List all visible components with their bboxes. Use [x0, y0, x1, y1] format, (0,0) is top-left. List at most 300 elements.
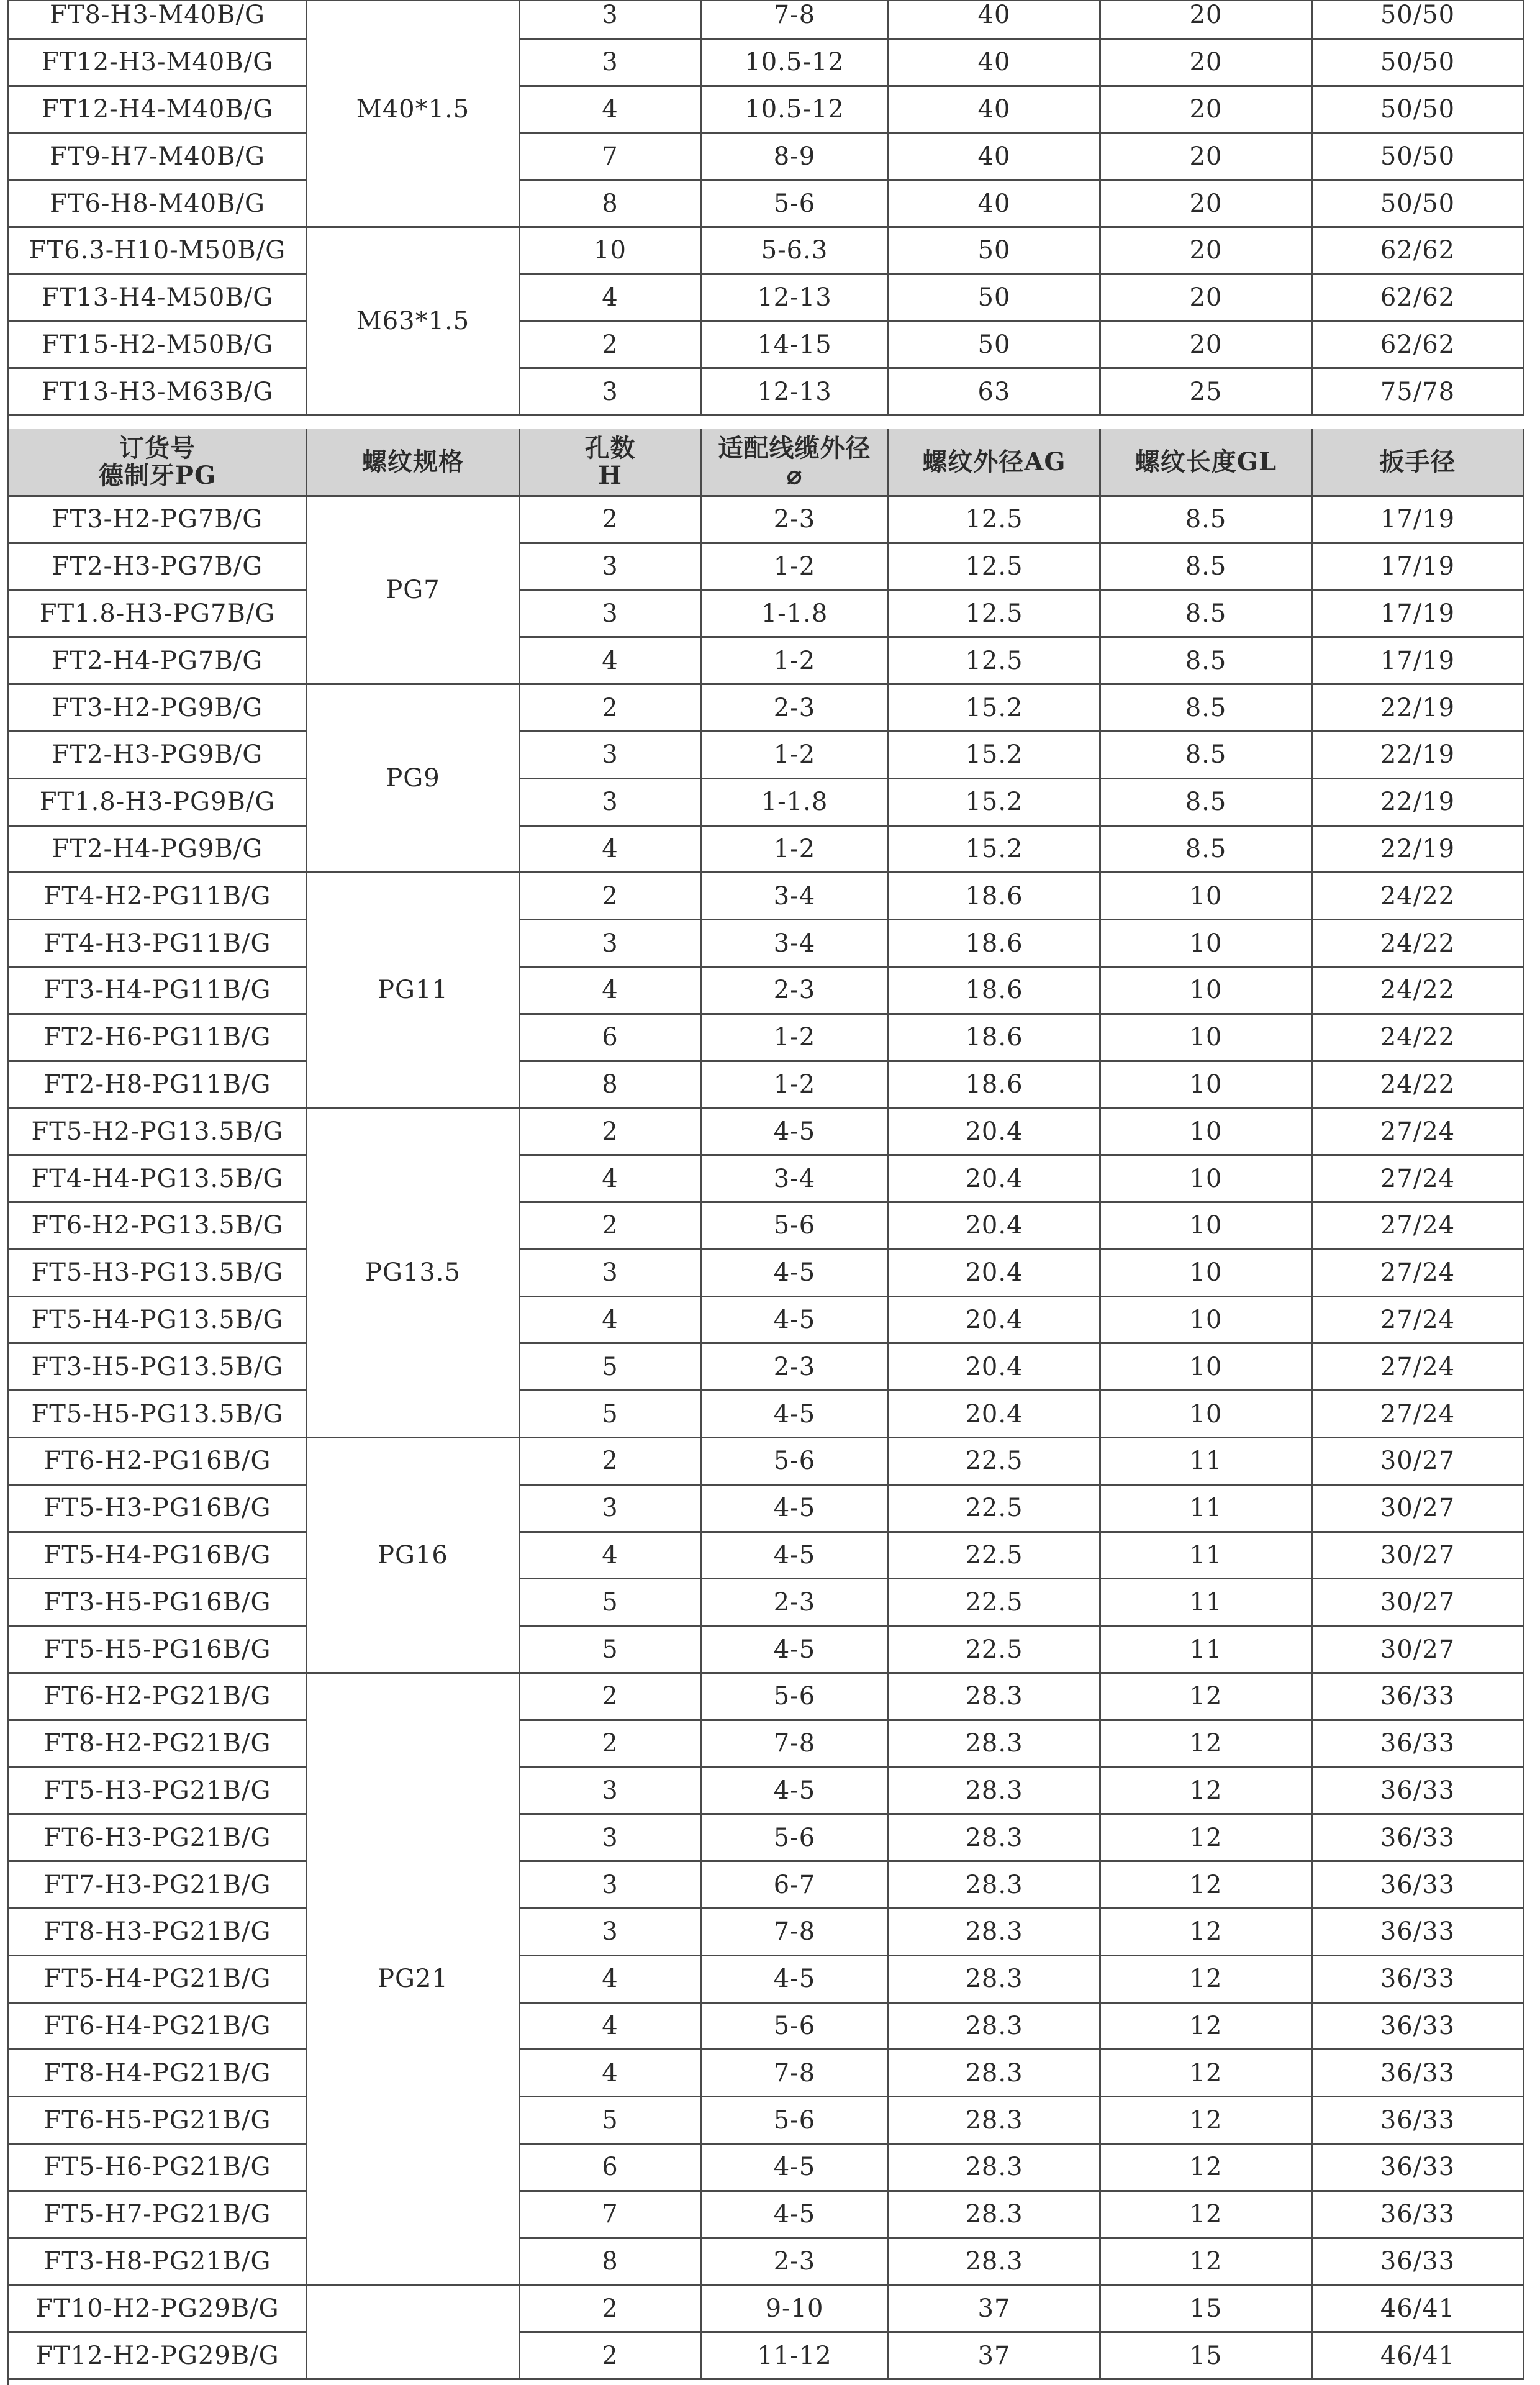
order-number-cell: FT5-H3-PG21B/G — [9, 1768, 307, 1815]
cable-diameter-cell: 7-8 — [702, 1909, 889, 1956]
cable-diameter-cell: 1-2 — [702, 1015, 889, 1062]
hole-count-cell: 5 — [520, 1391, 702, 1438]
hole-count-cell: 5 — [520, 1344, 702, 1391]
order-number-cell: FT5-H2-PG13.5B/G — [9, 1109, 307, 1156]
order-number-cell: FT8-H2-PG21B/G — [9, 1721, 307, 1768]
order-number-cell: FT3-H2-PG9B/G — [9, 685, 307, 732]
cable-diameter-cell: 4-5 — [702, 1391, 889, 1438]
order-number-cell: FT7-H3-PG21B/G — [9, 1862, 307, 1909]
hole-count-cell: 2 — [520, 873, 702, 920]
thread-outer-diameter-cell: 40 — [889, 40, 1101, 87]
hole-count-cell: 4 — [520, 1956, 702, 2004]
cable-diameter-cell: 7-8 — [702, 2050, 889, 2097]
thread-length-cell: 12 — [1101, 2004, 1313, 2051]
wrench-size-cell: 36/33 — [1313, 2192, 1524, 2239]
wrench-size-cell: 36/33 — [1313, 1862, 1524, 1909]
thread-outer-diameter-cell: 63 — [889, 369, 1101, 416]
hole-count-cell: 2 — [520, 1674, 702, 1721]
order-number-cell: FT5-H3-PG16B/G — [9, 1486, 307, 1533]
thread-outer-diameter-cell: 18.6 — [889, 968, 1101, 1015]
thread-length-cell: 10 — [1101, 1156, 1313, 1203]
wrench-size-cell: 50/50 — [1313, 0, 1524, 40]
cable-diameter-cell: 5-6 — [702, 1674, 889, 1721]
wrench-size-cell: 36/33 — [1313, 2004, 1524, 2051]
thread-outer-diameter-cell: 15.2 — [889, 685, 1101, 732]
hole-count-cell: 2 — [520, 2333, 702, 2380]
thread-outer-diameter-cell: 12.5 — [889, 497, 1101, 544]
cable-diameter-cell: 5-6 — [702, 2097, 889, 2145]
thread-length-cell: 12 — [1101, 2192, 1313, 2239]
order-number-cell: FT6-H8-M40B/G — [9, 181, 307, 228]
hole-count-cell: 4 — [520, 968, 702, 1015]
thread-length-cell: 8.5 — [1101, 827, 1313, 874]
wrench-size-cell: 36/33 — [1313, 2239, 1524, 2286]
hole-count-cell: 3 — [520, 544, 702, 591]
thread-outer-diameter-cell: 20.4 — [889, 1391, 1101, 1438]
hole-count-cell: 5 — [520, 1579, 702, 1627]
thread-outer-diameter-cell: 37 — [889, 2333, 1101, 2380]
hole-count-cell: 5 — [520, 2097, 702, 2145]
cable-diameter-cell: 4-5 — [702, 1768, 889, 1815]
cable-diameter-cell: 2-3 — [702, 1344, 889, 1391]
hole-count-cell: 3 — [520, 920, 702, 968]
thread-outer-diameter-cell: 40 — [889, 134, 1101, 181]
thread-outer-diameter-cell: 37 — [889, 2286, 1101, 2333]
wrench-size-cell: 36/33 — [1313, 1909, 1524, 1956]
order-number-cell: FT13-H3-M63B/G — [9, 369, 307, 416]
header-hole-count — [520, 429, 702, 497]
cable-diameter-cell: 4-5 — [702, 1109, 889, 1156]
hole-count-cell: 2 — [520, 2286, 702, 2333]
wrench-size-cell: 36/33 — [1313, 1815, 1524, 1862]
thread-outer-diameter-cell: 40 — [889, 181, 1101, 228]
hole-count-cell: 4 — [520, 827, 702, 874]
thread-length-cell: 20 — [1101, 275, 1313, 322]
hole-count-cell: 3 — [520, 0, 702, 40]
pg-thread-spec-cell: PG21 — [307, 1674, 520, 2286]
thread-outer-diameter-cell: 28.3 — [889, 1956, 1101, 2004]
thread-length-cell: 10 — [1101, 1015, 1313, 1062]
cable-diameter-cell: 1-1.8 — [702, 779, 889, 827]
cable-diameter-cell: 7-8 — [702, 0, 889, 40]
wrench-size-cell: 17/19 — [1313, 591, 1524, 638]
thread-outer-diameter-cell: 15.2 — [889, 732, 1101, 779]
wrench-size-cell: 27/24 — [1313, 1109, 1524, 1156]
hole-count-cell: 4 — [520, 1533, 702, 1580]
wrench-size-cell: 22/19 — [1313, 827, 1524, 874]
thread-length-cell: 10 — [1101, 920, 1313, 968]
order-number-cell: FT5-H7-PG21B/G — [9, 2192, 307, 2239]
hole-count-cell: 8 — [520, 2239, 702, 2286]
order-number-cell: FT3-H5-PG13.5B/G — [9, 1344, 307, 1391]
cable-diameter-cell: 4-5 — [702, 1297, 889, 1345]
hole-count-cell: 3 — [520, 779, 702, 827]
thread-outer-diameter-cell: 22.5 — [889, 1533, 1101, 1580]
thread-length-cell: 10 — [1101, 1062, 1313, 1109]
wrench-size-cell: 22/19 — [1313, 732, 1524, 779]
order-number-cell: FT3-H2-PG7B/G — [9, 497, 307, 544]
hole-count-cell: 2 — [520, 322, 702, 370]
wrench-size-cell: 30/27 — [1313, 1486, 1524, 1533]
wrench-size-cell: 17/19 — [1313, 544, 1524, 591]
thread-length-cell: 10 — [1101, 1203, 1313, 1250]
thread-length-cell: 20 — [1101, 228, 1313, 275]
cable-diameter-cell: 6-7 — [702, 1862, 889, 1909]
thread-length-cell: 10 — [1101, 1250, 1313, 1297]
thread-outer-diameter-cell: 22.5 — [889, 1627, 1101, 1674]
hole-count-cell: 7 — [520, 2192, 702, 2239]
thread-length-cell: 8.5 — [1101, 497, 1313, 544]
order-number-cell: FT4-H4-PG13.5B/G — [9, 1156, 307, 1203]
wrench-size-cell: 24/22 — [1313, 1062, 1524, 1109]
order-number-cell: FT12-H4-M40B/G — [9, 87, 307, 134]
cable-diameter-cell: 10.5-12 — [702, 87, 889, 134]
header-hole-count-line: H — [598, 460, 622, 490]
thread-outer-diameter-cell: 28.3 — [889, 1909, 1101, 1956]
order-number-cell: FT5-H6-PG21B/G — [9, 2145, 307, 2192]
thread-length-cell: 12 — [1101, 2239, 1313, 2286]
thread-outer-diameter-cell: 18.6 — [889, 873, 1101, 920]
header-cable-diameter — [702, 429, 889, 497]
thread-outer-diameter-cell: 28.3 — [889, 1721, 1101, 1768]
thread-outer-diameter-cell: 18.6 — [889, 920, 1101, 968]
thread-length-cell: 8.5 — [1101, 591, 1313, 638]
thread-outer-diameter-cell: 12.5 — [889, 638, 1101, 685]
wrench-size-cell: 75/78 — [1313, 369, 1524, 416]
thread-outer-diameter-cell: 22.5 — [889, 1579, 1101, 1627]
hole-count-cell: 4 — [520, 638, 702, 685]
wrench-size-cell: 30/27 — [1313, 1579, 1524, 1627]
wrench-size-cell: 24/22 — [1313, 873, 1524, 920]
thread-outer-diameter-cell: 50 — [889, 228, 1101, 275]
pg-thread-spec-cell: PG13.5 — [307, 1109, 520, 1438]
order-number-cell: FT3-H8-PG21B/G — [9, 2239, 307, 2286]
hole-count-cell: 2 — [520, 685, 702, 732]
thread-outer-diameter-cell: 12.5 — [889, 544, 1101, 591]
wrench-size-cell: 30/27 — [1313, 1438, 1524, 1486]
header-cable-diameter-line: 适配线缆外径 — [718, 433, 871, 463]
wrench-size-cell: 36/33 — [1313, 2097, 1524, 2145]
thread-length-cell: 8.5 — [1101, 638, 1313, 685]
thread-outer-diameter-cell: 40 — [889, 0, 1101, 40]
cable-diameter-cell: 4-5 — [702, 2192, 889, 2239]
hole-count-cell: 3 — [520, 1250, 702, 1297]
thread-outer-diameter-cell: 22.5 — [889, 1438, 1101, 1486]
cable-diameter-cell: 2-3 — [702, 685, 889, 732]
thread-length-cell: 12 — [1101, 1721, 1313, 1768]
header-order-number — [9, 429, 307, 497]
metric-thread-spec-cell: M63*1.5 — [307, 228, 520, 416]
order-number-cell: FT8-H4-PG21B/G — [9, 2050, 307, 2097]
hole-count-cell: 2 — [520, 1721, 702, 1768]
cable-diameter-cell: 11-12 — [702, 2333, 889, 2380]
thread-length-cell: 11 — [1101, 1486, 1313, 1533]
order-number-cell: FT5-H5-PG16B/G — [9, 1627, 307, 1674]
thread-outer-diameter-cell: 28.3 — [889, 2050, 1101, 2097]
cable-diameter-cell: 2-3 — [702, 968, 889, 1015]
wrench-size-cell: 17/19 — [1313, 497, 1524, 544]
cable-diameter-cell: 7-8 — [702, 1721, 889, 1768]
thread-length-cell: 10 — [1101, 1391, 1313, 1438]
hole-count-cell: 3 — [520, 1862, 702, 1909]
order-number-cell: FT5-H3-PG13.5B/G — [9, 1250, 307, 1297]
thread-length-cell: 20 — [1101, 322, 1313, 370]
thread-outer-diameter-cell: 20.4 — [889, 1250, 1101, 1297]
cable-diameter-cell: 1-2 — [702, 544, 889, 591]
cable-diameter-cell: 2-3 — [702, 2239, 889, 2286]
thread-length-cell: 12 — [1101, 1815, 1313, 1862]
hole-count-cell: 7 — [520, 134, 702, 181]
wrench-size-cell: 27/24 — [1313, 1203, 1524, 1250]
thread-length-cell: 20 — [1101, 181, 1313, 228]
order-number-cell: FT5-H5-PG13.5B/G — [9, 1391, 307, 1438]
order-number-cell: FT12-H2-PG29B/G — [9, 2333, 307, 2380]
order-number-cell: FT4-H2-PG11B/G — [9, 873, 307, 920]
thread-length-cell: 10 — [1101, 1109, 1313, 1156]
wrench-size-cell: 36/33 — [1313, 2050, 1524, 2097]
wrench-size-cell: 62/62 — [1313, 322, 1524, 370]
cable-diameter-cell: 4-5 — [702, 1250, 889, 1297]
cable-diameter-cell: 4-5 — [702, 2145, 889, 2192]
thread-outer-diameter-cell: 20.4 — [889, 1297, 1101, 1345]
thread-length-cell: 11 — [1101, 1533, 1313, 1580]
order-number-cell: FT13-H4-M50B/G — [9, 275, 307, 322]
order-number-cell: FT6-H3-PG21B/G — [9, 1815, 307, 1862]
header-thread-length — [1101, 429, 1313, 497]
hole-count-cell: 3 — [520, 1815, 702, 1862]
cable-diameter-cell: 5-6 — [702, 181, 889, 228]
wrench-size-cell: 30/27 — [1313, 1627, 1524, 1674]
thread-outer-diameter-cell: 28.3 — [889, 1768, 1101, 1815]
thread-outer-diameter-cell: 28.3 — [889, 1862, 1101, 1909]
hole-count-cell: 3 — [520, 1486, 702, 1533]
thread-outer-diameter-cell: 28.3 — [889, 2192, 1101, 2239]
header-order-number-line: 德制牙PG — [98, 460, 217, 490]
metric-thread-spec-cell: M40*1.5 — [307, 0, 520, 228]
thread-outer-diameter-cell: 28.3 — [889, 2145, 1101, 2192]
thread-length-cell: 8.5 — [1101, 732, 1313, 779]
header-order-number-line: 订货号 — [119, 433, 196, 463]
header-wrench-size-line: 扳手径 — [1379, 447, 1456, 476]
order-number-cell: FT9-H7-M40B/G — [9, 134, 307, 181]
hole-count-cell: 6 — [520, 2145, 702, 2192]
hole-count-cell: 3 — [520, 40, 702, 87]
wrench-size-cell: 50/50 — [1313, 87, 1524, 134]
wrench-size-cell: 36/33 — [1313, 1721, 1524, 1768]
hole-count-cell: 2 — [520, 1438, 702, 1486]
header-wrench-size — [1313, 429, 1524, 497]
order-number-cell: FT4-H3-PG11B/G — [9, 920, 307, 968]
thread-outer-diameter-cell: 20.4 — [889, 1156, 1101, 1203]
cable-diameter-cell: 4-5 — [702, 1956, 889, 2004]
cable-diameter-cell: 4-5 — [702, 1486, 889, 1533]
cable-diameter-cell: 2-3 — [702, 497, 889, 544]
wrench-size-cell: 27/24 — [1313, 1250, 1524, 1297]
wrench-size-cell: 46/41 — [1313, 2286, 1524, 2333]
thread-length-cell: 12 — [1101, 2145, 1313, 2192]
hole-count-cell: 8 — [520, 181, 702, 228]
thread-length-cell: 20 — [1101, 134, 1313, 181]
thread-length-cell: 25 — [1101, 369, 1313, 416]
wrench-size-cell: 50/50 — [1313, 181, 1524, 228]
hole-count-cell: 4 — [520, 275, 702, 322]
thread-length-cell: 20 — [1101, 0, 1313, 40]
thread-outer-diameter-cell: 12.5 — [889, 591, 1101, 638]
wrench-size-cell: 24/22 — [1313, 968, 1524, 1015]
order-number-cell: FT2-H3-PG9B/G — [9, 732, 307, 779]
pg-thread-spec-cell: PG9 — [307, 685, 520, 873]
cable-diameter-cell: 5-6 — [702, 2004, 889, 2051]
cable-diameter-cell: 2-3 — [702, 1579, 889, 1627]
thread-length-cell: 12 — [1101, 1956, 1313, 2004]
order-number-cell: FT6-H2-PG21B/G — [9, 1674, 307, 1721]
cable-diameter-cell: 1-2 — [702, 1062, 889, 1109]
wrench-size-cell: 24/22 — [1313, 1015, 1524, 1062]
order-number-cell: FT2-H4-PG9B/G — [9, 827, 307, 874]
hole-count-cell: 6 — [520, 1015, 702, 1062]
thread-outer-diameter-cell: 28.3 — [889, 2239, 1101, 2286]
cable-diameter-cell: 12-13 — [702, 275, 889, 322]
cable-diameter-cell: 1-2 — [702, 732, 889, 779]
header-thread-outer-diameter-line: 螺纹外径AG — [922, 447, 1066, 476]
thread-outer-diameter-cell: 40 — [889, 87, 1101, 134]
hole-count-cell: 5 — [520, 1627, 702, 1674]
header-thread-spec — [307, 429, 520, 497]
thread-outer-diameter-cell: 18.6 — [889, 1062, 1101, 1109]
wrench-size-cell: 36/33 — [1313, 1674, 1524, 1721]
cable-diameter-cell: 5-6 — [702, 1438, 889, 1486]
order-number-cell: FT6.3-H10-M50B/G — [9, 228, 307, 275]
hole-count-cell: 8 — [520, 1062, 702, 1109]
wrench-size-cell: 27/24 — [1313, 1297, 1524, 1345]
order-number-cell: FT15-H2-M50B/G — [9, 322, 307, 370]
order-number-cell: FT2-H4-PG7B/G — [9, 638, 307, 685]
thread-length-cell: 8.5 — [1101, 544, 1313, 591]
thread-length-cell: 10 — [1101, 1297, 1313, 1345]
thread-length-cell: 8.5 — [1101, 779, 1313, 827]
cable-diameter-cell: 9-10 — [702, 2286, 889, 2333]
hole-count-cell: 4 — [520, 87, 702, 134]
hole-count-cell: 3 — [520, 369, 702, 416]
pg-thread-spec-cell: PG7 — [307, 497, 520, 685]
cable-diameter-cell: 14-15 — [702, 322, 889, 370]
thread-length-cell: 15 — [1101, 2333, 1313, 2380]
thread-outer-diameter-cell: 15.2 — [889, 827, 1101, 874]
thread-length-cell: 12 — [1101, 2050, 1313, 2097]
thread-outer-diameter-cell: 28.3 — [889, 2004, 1101, 2051]
cable-diameter-cell: 1-1.8 — [702, 591, 889, 638]
thread-length-cell: 10 — [1101, 1344, 1313, 1391]
wrench-size-cell: 46/41 — [1313, 2333, 1524, 2380]
cable-diameter-cell: 10.5-12 — [702, 40, 889, 87]
hole-count-cell: 10 — [520, 228, 702, 275]
thread-length-cell: 12 — [1101, 1909, 1313, 1956]
order-number-cell: FT6-H2-PG13.5B/G — [9, 1203, 307, 1250]
cable-diameter-cell: 3-4 — [702, 1156, 889, 1203]
thread-outer-diameter-cell: 20.4 — [889, 1109, 1101, 1156]
wrench-size-cell: 24/22 — [1313, 920, 1524, 968]
thread-length-cell: 10 — [1101, 873, 1313, 920]
hole-count-cell: 3 — [520, 591, 702, 638]
cable-diameter-cell: 1-2 — [702, 638, 889, 685]
order-number-cell: FT10-H2-PG29B/G — [9, 2286, 307, 2333]
cable-diameter-cell: 5-6 — [702, 1815, 889, 1862]
thread-outer-diameter-cell: 18.6 — [889, 1015, 1101, 1062]
header-hole-count-line: 孔数 — [584, 433, 636, 463]
hole-count-cell: 3 — [520, 1909, 702, 1956]
thread-length-cell: 15 — [1101, 2286, 1313, 2333]
cable-diameter-cell: 4-5 — [702, 1627, 889, 1674]
thread-length-cell: 11 — [1101, 1438, 1313, 1486]
thread-outer-diameter-cell: 28.3 — [889, 1815, 1101, 1862]
order-number-cell: FT3-H4-PG11B/G — [9, 968, 307, 1015]
thread-outer-diameter-cell: 50 — [889, 275, 1101, 322]
cable-diameter-cell: 3-4 — [702, 920, 889, 968]
header-cable-diameter-line: ⌀ — [786, 460, 803, 490]
order-number-cell: FT5-H4-PG16B/G — [9, 1533, 307, 1580]
wrench-size-cell: 62/62 — [1313, 275, 1524, 322]
wrench-size-cell: 27/24 — [1313, 1344, 1524, 1391]
order-number-cell: FT2-H6-PG11B/G — [9, 1015, 307, 1062]
hole-count-cell: 4 — [520, 1297, 702, 1345]
order-number-cell: FT8-H3-PG21B/G — [9, 1909, 307, 1956]
wrench-size-cell: 22/19 — [1313, 685, 1524, 732]
pg-thread-spec-cell: PG16 — [307, 1438, 520, 1674]
thread-length-cell: 20 — [1101, 40, 1313, 87]
thread-outer-diameter-cell: 28.3 — [889, 2097, 1101, 2145]
order-number-cell: FT6-H5-PG21B/G — [9, 2097, 307, 2145]
header-thread-length-line: 螺纹长度GL — [1135, 447, 1277, 476]
header-thread-spec-line: 螺纹规格 — [362, 447, 464, 476]
hole-count-cell: 2 — [520, 1203, 702, 1250]
wrench-size-cell: 50/50 — [1313, 40, 1524, 87]
thread-outer-diameter-cell: 22.5 — [889, 1486, 1101, 1533]
thread-outer-diameter-cell: 20.4 — [889, 1203, 1101, 1250]
hole-count-cell: 3 — [520, 732, 702, 779]
header-thread-outer-diameter — [889, 429, 1101, 497]
order-number-cell: FT2-H3-PG7B/G — [9, 544, 307, 591]
cable-diameter-cell: 1-2 — [702, 827, 889, 874]
thread-length-cell: 12 — [1101, 1862, 1313, 1909]
order-number-cell: FT5-H4-PG13.5B/G — [9, 1297, 307, 1345]
thread-length-cell: 20 — [1101, 87, 1313, 134]
wrench-size-cell: 22/19 — [1313, 779, 1524, 827]
hole-count-cell: 2 — [520, 497, 702, 544]
pg-thread-spec-cell — [307, 2286, 520, 2380]
order-number-cell: FT2-H8-PG11B/G — [9, 1062, 307, 1109]
wrench-size-cell: 27/24 — [1313, 1156, 1524, 1203]
order-number-cell: FT5-H4-PG21B/G — [9, 1956, 307, 2004]
wrench-size-cell: 36/33 — [1313, 1956, 1524, 2004]
thread-length-cell: 11 — [1101, 1627, 1313, 1674]
cable-diameter-cell: 5-6.3 — [702, 228, 889, 275]
hole-count-cell: 4 — [520, 2050, 702, 2097]
order-number-cell: FT8-H3-M40B/G — [9, 0, 307, 40]
order-number-cell: FT1.8-H3-PG9B/G — [9, 779, 307, 827]
wrench-size-cell: 27/24 — [1313, 1391, 1524, 1438]
pg-thread-spec-cell: PG11 — [307, 873, 520, 1109]
wrench-size-cell: 36/33 — [1313, 2145, 1524, 2192]
cable-diameter-cell: 12-13 — [702, 369, 889, 416]
wrench-size-cell: 30/27 — [1313, 1533, 1524, 1580]
order-number-cell: FT6-H4-PG21B/G — [9, 2004, 307, 2051]
thread-outer-diameter-cell: 28.3 — [889, 1674, 1101, 1721]
cable-diameter-cell: 8-9 — [702, 134, 889, 181]
thread-length-cell: 12 — [1101, 2097, 1313, 2145]
order-number-cell: FT3-H5-PG16B/G — [9, 1579, 307, 1627]
hole-count-cell: 2 — [520, 1109, 702, 1156]
order-number-cell: FT6-H2-PG16B/G — [9, 1438, 307, 1486]
